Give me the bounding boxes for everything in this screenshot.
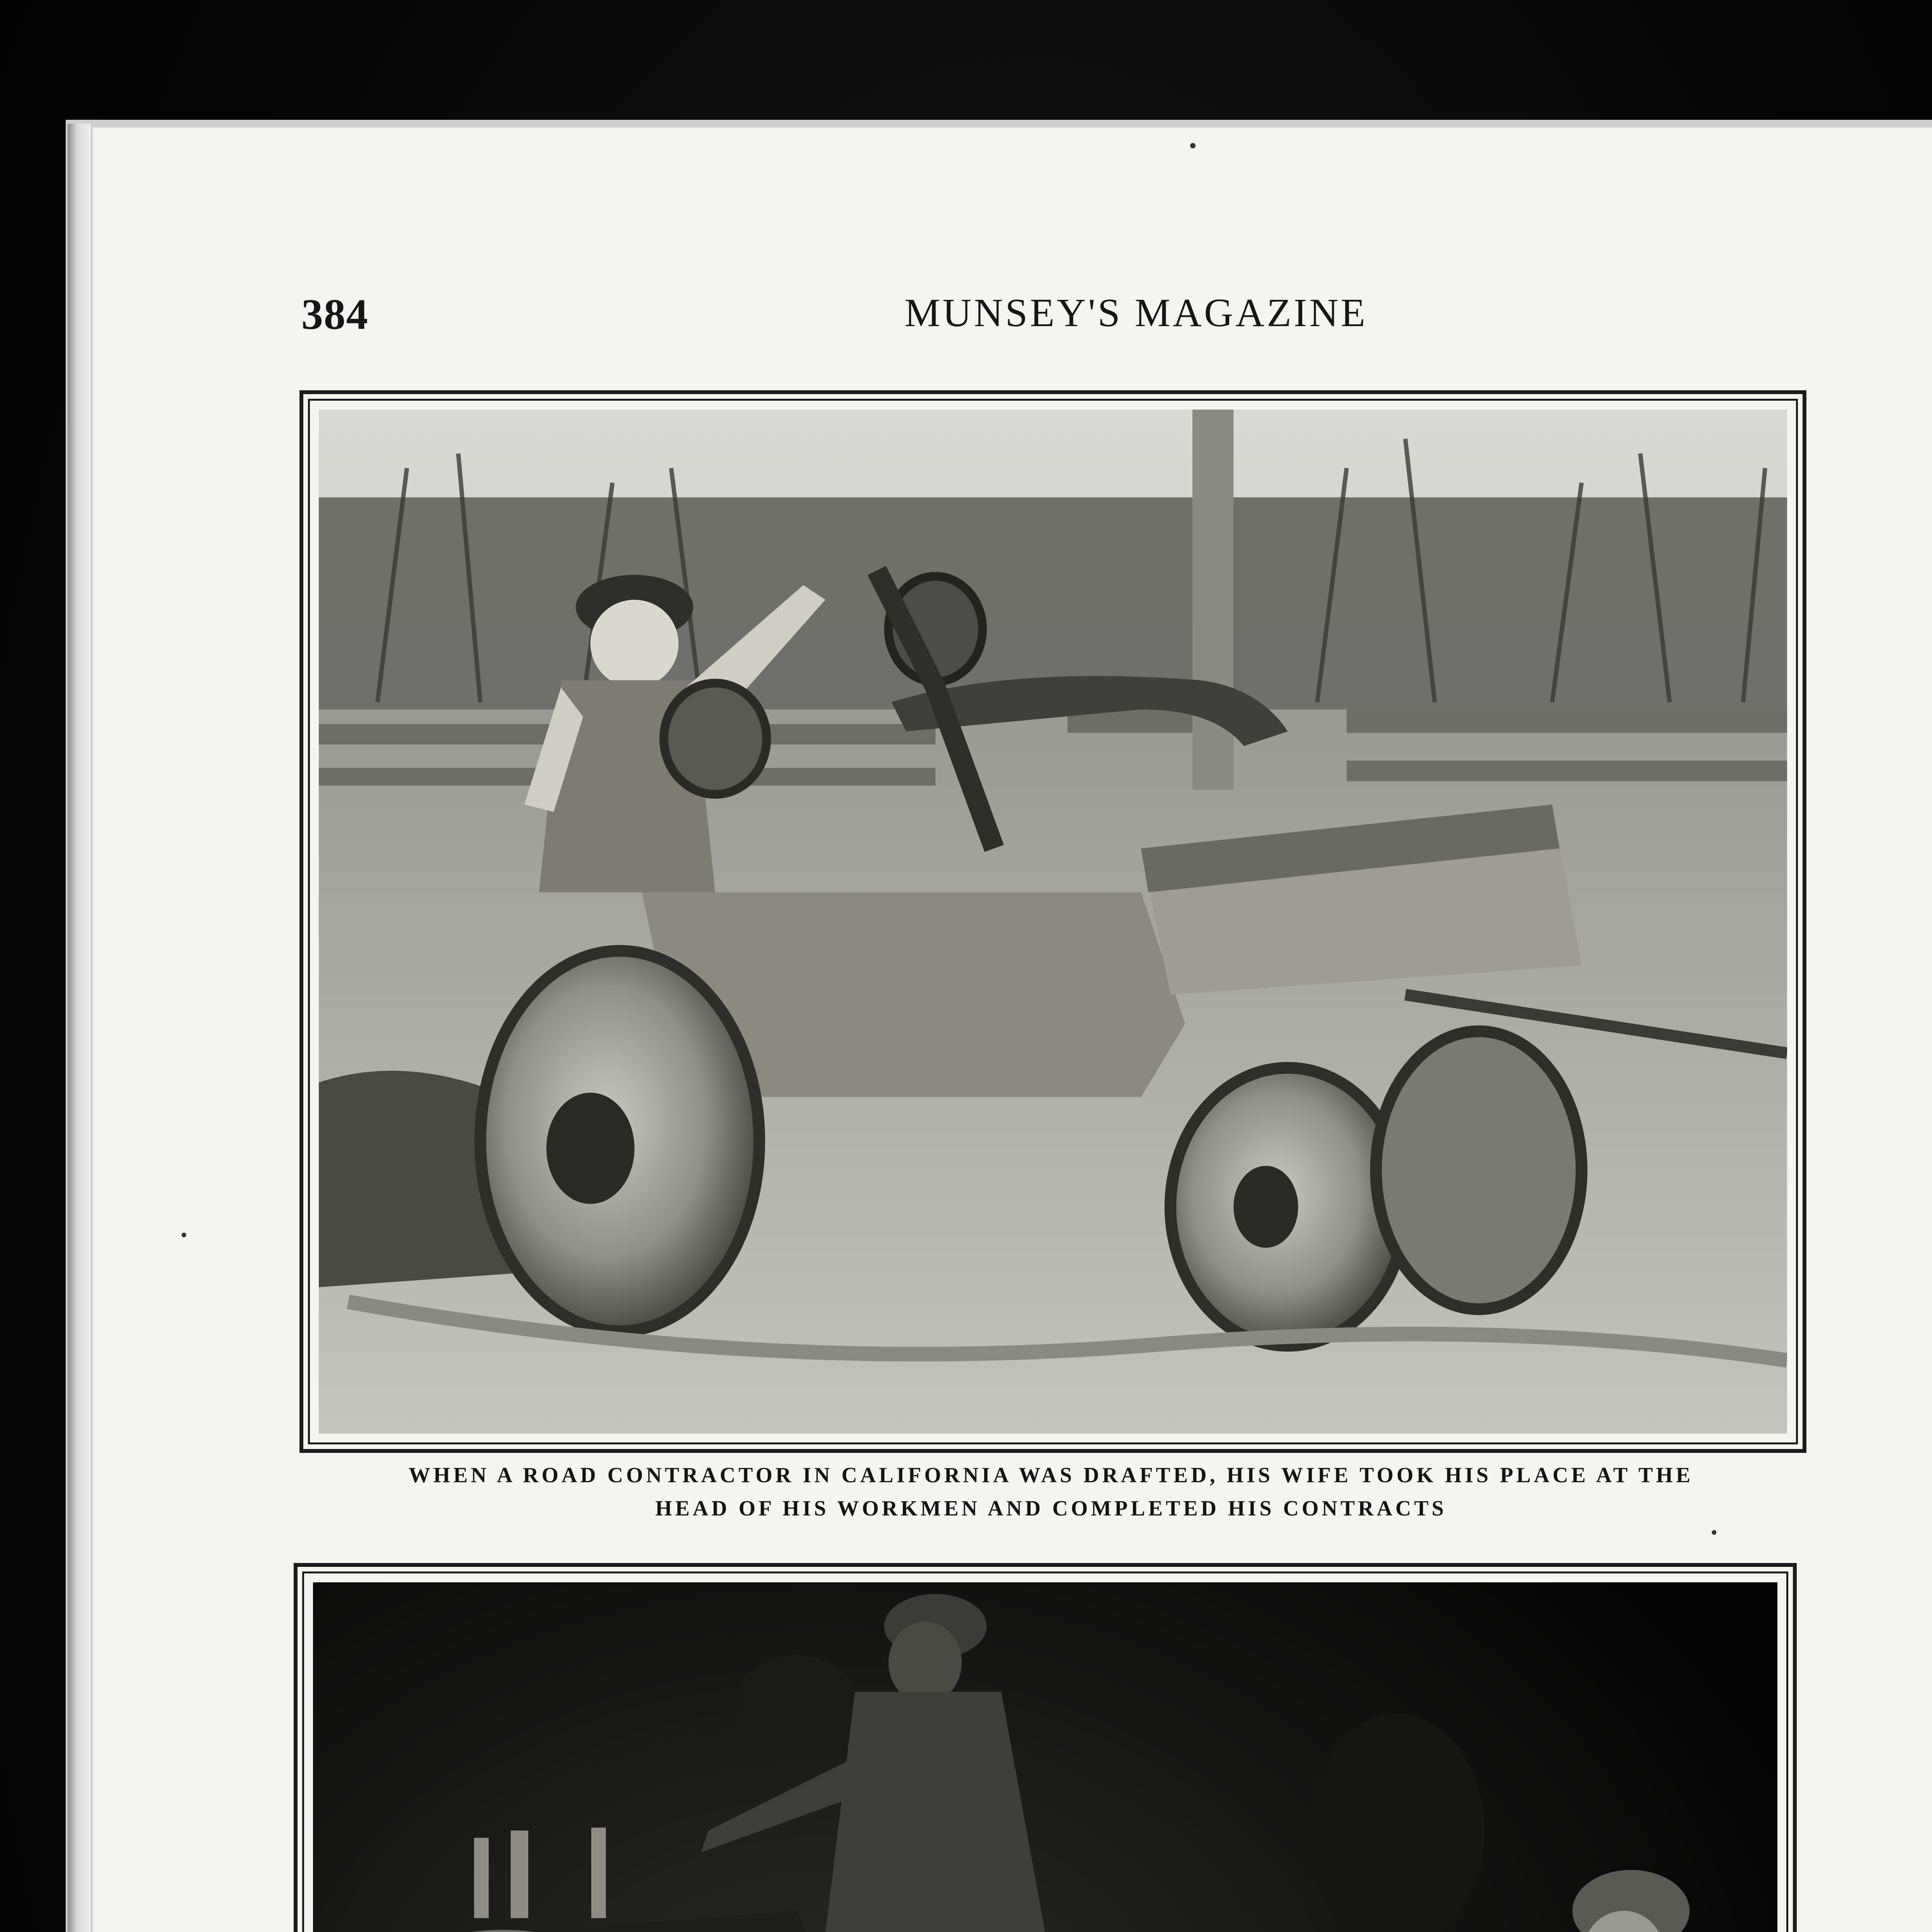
- caption-line: WHEN A ROAD CONTRACTOR IN CALIFORNIA WAS DRAFTED, HIS WIFE TOOK HIS PLACE AT THE: [408, 1463, 1694, 1487]
- print-speck: [182, 1233, 186, 1237]
- photo-plate-road-roller: [299, 390, 1806, 1453]
- night-farming-illustration: [313, 1582, 1777, 1932]
- road-roller-illustration: [319, 410, 1787, 1434]
- page-number: 384: [301, 291, 369, 338]
- caption-line: HEAD OF HIS WORKMEN AND COMPLETED HIS CONTRACTS: [655, 1497, 1447, 1520]
- photo-plate-night-farming: [294, 1563, 1797, 1932]
- running-head: [301, 290, 1808, 352]
- print-speck: [1712, 1530, 1716, 1535]
- magazine-title: MUNSEY'S MAGAZINE: [904, 291, 1368, 335]
- caption-road-contractor: [332, 1459, 1770, 1525]
- page-binding-edge: [68, 124, 91, 1932]
- print-speck: [1190, 143, 1196, 148]
- photo-girls-on-tractor: [313, 1582, 1777, 1932]
- photo-woman-with-road-roller: [319, 410, 1787, 1434]
